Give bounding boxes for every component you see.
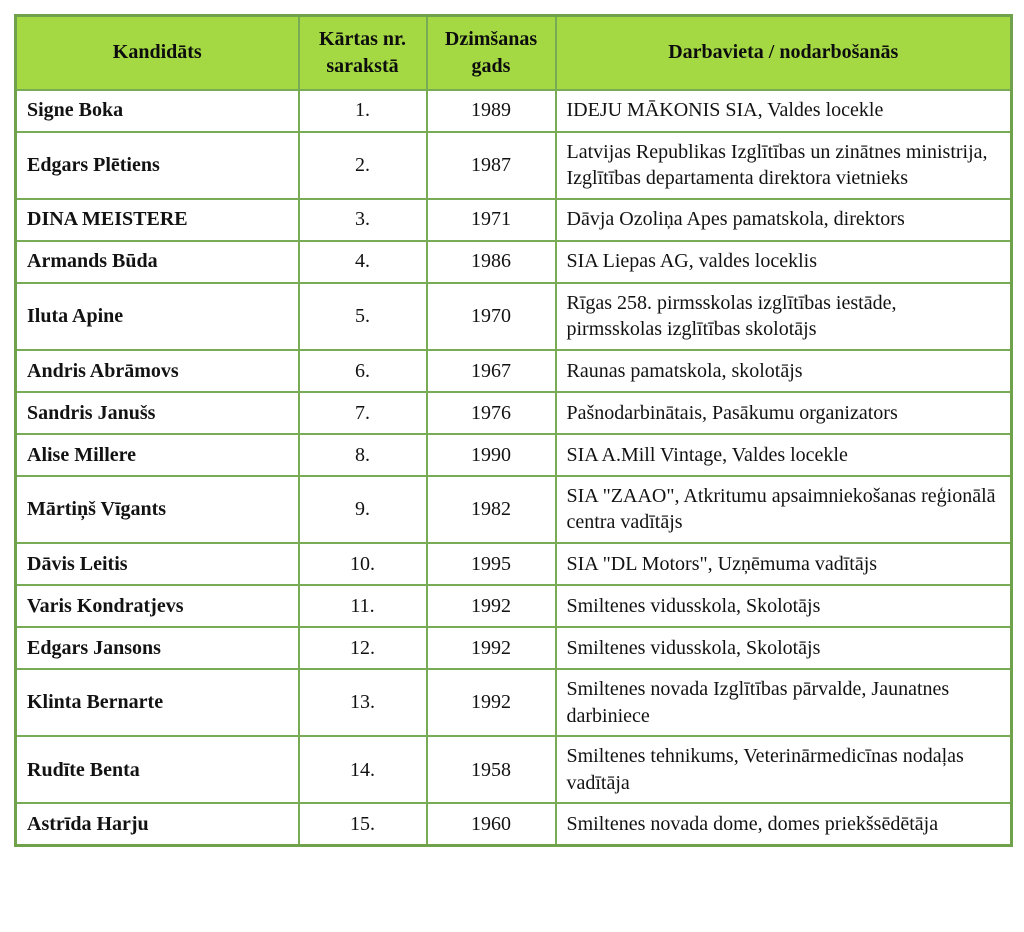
table-row — [16, 476, 1012, 543]
birth-year: 1958 — [427, 736, 556, 803]
workplace: Smiltenes vidusskola, Skolotājs — [556, 585, 1012, 627]
table-body — [16, 90, 1012, 846]
candidate-name: Mārtiņš Vīgants — [16, 476, 299, 543]
candidate-name: Alise Millere — [16, 434, 299, 476]
workplace: Smiltenes tehnikums, Veterinārmedicīnas nodaļas vadītāja — [556, 736, 1012, 803]
workplace: SIA "ZAAO", Atkritumu apsaimniekošanas reģionālā centra vadītājs — [556, 476, 1012, 543]
table-row — [16, 350, 1012, 392]
candidate-name: Edgars Jansons — [16, 627, 299, 669]
list-number: 6. — [299, 350, 427, 392]
workplace: IDEJU MĀKONIS SIA, Valdes locekle — [556, 90, 1012, 132]
candidate-name: Varis Kondratjevs — [16, 585, 299, 627]
candidate-name: Sandris Janušs — [16, 392, 299, 434]
birth-year: 1967 — [427, 350, 556, 392]
list-number: 10. — [299, 543, 427, 585]
table-header-row — [16, 16, 1012, 90]
birth-year: 1960 — [427, 803, 556, 845]
candidate-name: Astrīda Harju — [16, 803, 299, 845]
birth-year: 1992 — [427, 585, 556, 627]
list-number: 12. — [299, 627, 427, 669]
candidate-name: Klinta Bernarte — [16, 669, 299, 736]
candidate-name: DINA MEISTERE — [16, 199, 299, 241]
workplace: SIA Liepas AG, valdes loceklis — [556, 241, 1012, 283]
candidate-name: Iluta Apine — [16, 283, 299, 350]
candidate-name: Edgars Plētiens — [16, 132, 299, 199]
workplace: Pašnodarbinātais, Pasākumu organizators — [556, 392, 1012, 434]
workplace: Rīgas 258. pirmsskolas izglītības iestāde, pirmsskolas izglītības skolotājs — [556, 283, 1012, 350]
birth-year: 1992 — [427, 627, 556, 669]
table-row — [16, 392, 1012, 434]
list-number: 4. — [299, 241, 427, 283]
candidate-name: Signe Boka — [16, 90, 299, 132]
birth-year: 1982 — [427, 476, 556, 543]
list-number: 3. — [299, 199, 427, 241]
list-number: 5. — [299, 283, 427, 350]
workplace: Smiltenes novada dome, domes priekšsēdētāja — [556, 803, 1012, 845]
table-row — [16, 90, 1012, 132]
list-number: 7. — [299, 392, 427, 434]
list-number: 11. — [299, 585, 427, 627]
birth-year: 1989 — [427, 90, 556, 132]
candidate-name: Armands Būda — [16, 241, 299, 283]
workplace: Raunas pamatskola, skolotājs — [556, 350, 1012, 392]
workplace: Latvijas Republikas Izglītības un zinātnes ministrija, Izglītības departamenta direktora vietnieks — [556, 132, 1012, 199]
list-number: 8. — [299, 434, 427, 476]
birth-year: 1971 — [427, 199, 556, 241]
workplace: Smiltenes vidusskola, Skolotājs — [556, 627, 1012, 669]
list-number: 14. — [299, 736, 427, 803]
birth-year: 1970 — [427, 283, 556, 350]
birth-year: 1976 — [427, 392, 556, 434]
table-row — [16, 585, 1012, 627]
list-number: 13. — [299, 669, 427, 736]
birth-year: 1995 — [427, 543, 556, 585]
list-number: 1. — [299, 90, 427, 132]
table-row — [16, 199, 1012, 241]
workplace: Dāvja Ozoliņa Apes pamatskola, direktors — [556, 199, 1012, 241]
table-row — [16, 803, 1012, 845]
column-header-birth-year: Dzimšanas gads — [427, 16, 556, 90]
table-row — [16, 132, 1012, 199]
list-number: 15. — [299, 803, 427, 845]
workplace: Smiltenes novada Izglītības pārvalde, Jaunatnes darbiniece — [556, 669, 1012, 736]
column-header-workplace: Darbavieta / nodarbošanās — [556, 16, 1012, 90]
table-row — [16, 434, 1012, 476]
table-row — [16, 736, 1012, 803]
table-row — [16, 241, 1012, 283]
column-header-candidate: Kandidāts — [16, 16, 299, 90]
table-row — [16, 543, 1012, 585]
birth-year: 1986 — [427, 241, 556, 283]
list-number: 2. — [299, 132, 427, 199]
column-header-list-number: Kārtas nr. sarakstā — [299, 16, 427, 90]
candidate-name: Rudīte Benta — [16, 736, 299, 803]
workplace: SIA "DL Motors", Uzņēmuma vadītājs — [556, 543, 1012, 585]
table-row — [16, 627, 1012, 669]
list-number: 9. — [299, 476, 427, 543]
candidate-name: Dāvis Leitis — [16, 543, 299, 585]
workplace: SIA A.Mill Vintage, Valdes locekle — [556, 434, 1012, 476]
birth-year: 1987 — [427, 132, 556, 199]
candidate-name: Andris Abrāmovs — [16, 350, 299, 392]
birth-year: 1990 — [427, 434, 556, 476]
birth-year: 1992 — [427, 669, 556, 736]
table-row — [16, 669, 1012, 736]
candidates-table — [14, 14, 1013, 847]
table-row — [16, 283, 1012, 350]
